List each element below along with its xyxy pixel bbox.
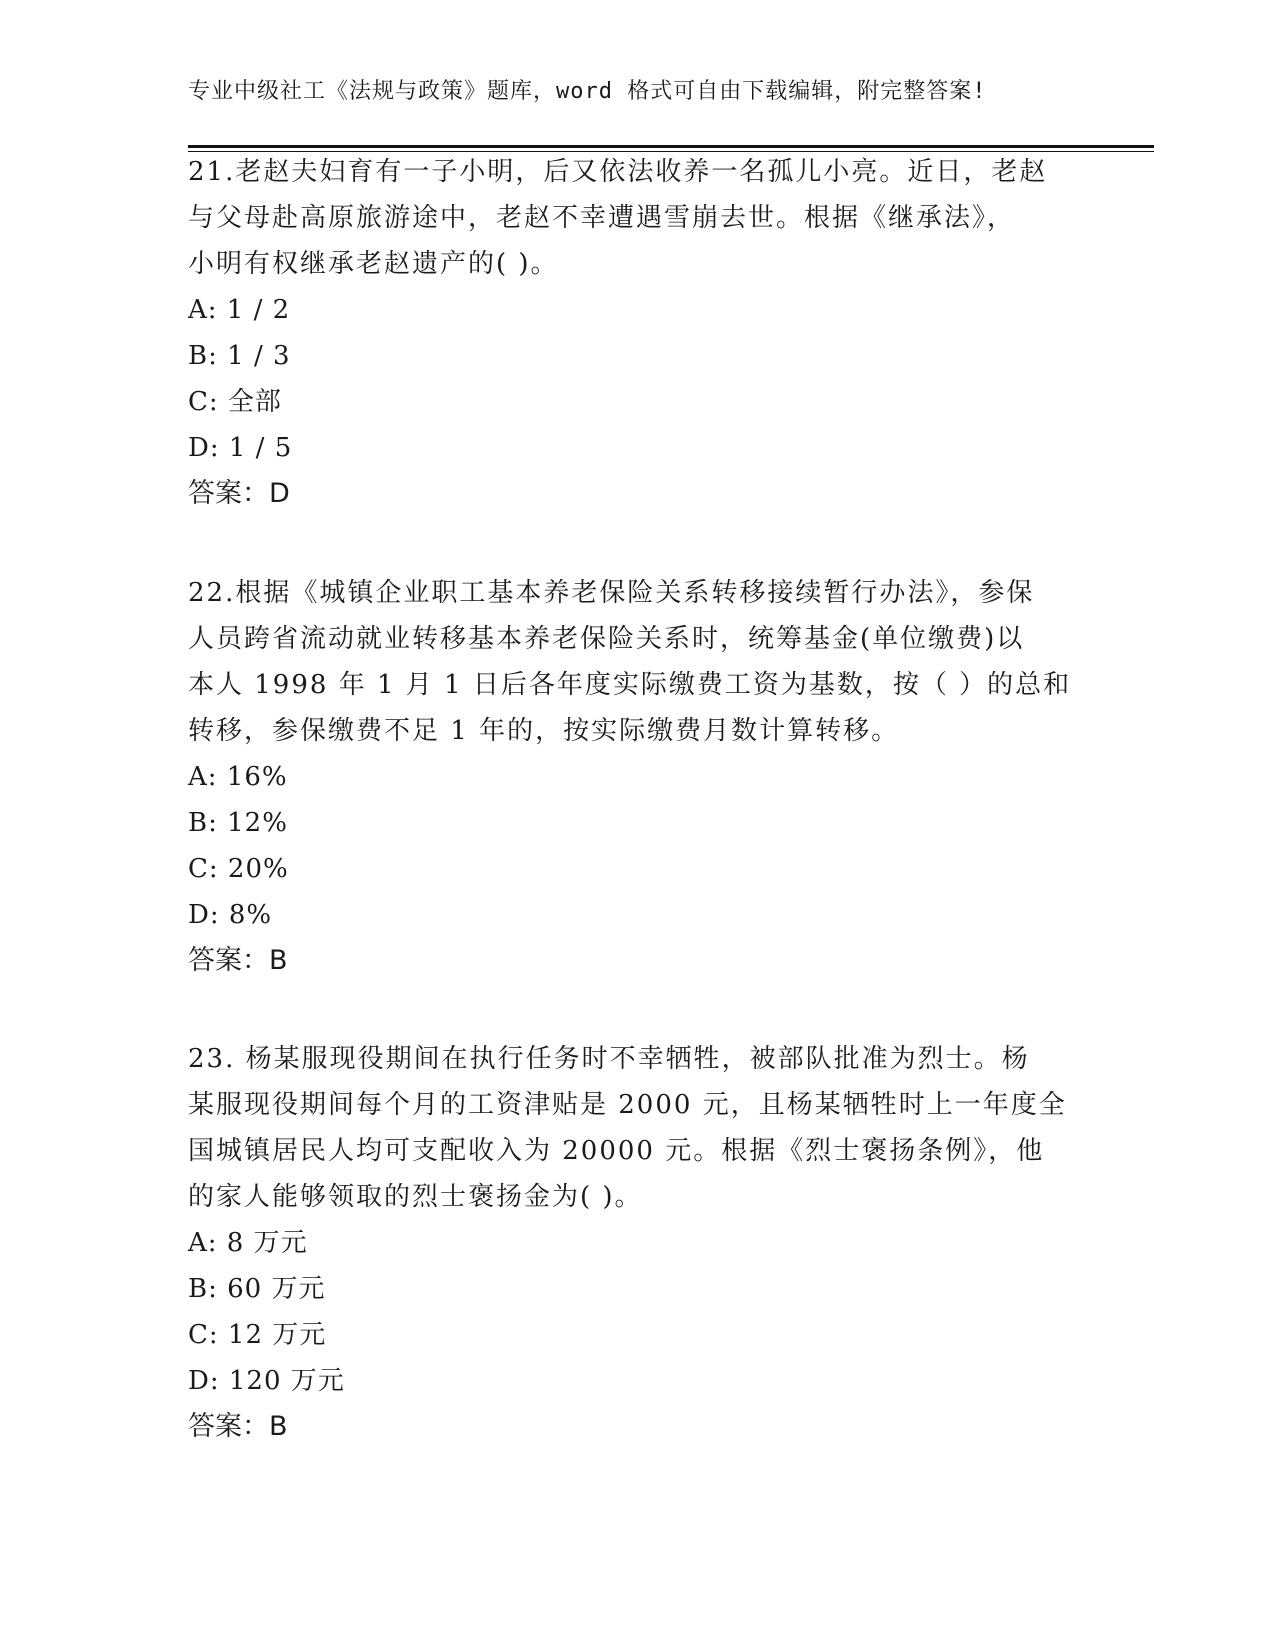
question-23 [188,1036,1088,1450]
answer: 答案：B [188,1411,288,1442]
option-a: A: 1 / 2 [188,295,291,325]
question-line: 21.老赵夫妇育有一子小明，后又依法收养一名孤儿小亮。近日，老赵 [188,157,1048,187]
question-line: 22.根据《城镇企业职工基本养老保险关系转移接续暂行办法》，参保 [188,578,1035,608]
answer: 答案：D [188,478,290,509]
page-header: 专业中级社工《法规与政策》题库，word 格式可自由下载编辑，附完整答案! [188,79,987,104]
option-a: A: 8 万元 [188,1228,308,1258]
option-d: D: 1 / 5 [188,433,293,463]
question-line: 与父母赴高原旅游途中，老赵不幸遭遇雪崩去世。根据《继承法》， [188,203,1016,233]
option-a: A: 16% [188,762,288,792]
option-c: C: 全部 [188,387,282,417]
answer: 答案：B [188,945,288,976]
option-d: D: 8% [188,900,273,930]
question-line: 小明有权继承老赵遗产的( )。 [188,249,559,279]
question-line: 本人 1998 年 1 月 1 日后各年度实际缴费工资为基数，按（ ）的总和 [188,670,1072,700]
question-22 [188,570,1088,984]
question-line: 的家人能够领取的烈士褒扬金为( )。 [188,1182,643,1212]
option-b: B: 12% [188,808,288,838]
question-line: 人员跨省流动就业转移基本养老保险关系时，统筹基金(单位缴费)以 [188,624,1025,654]
question-21 [188,149,1088,517]
question-line: 23. 杨某服现役期间在执行任务时不幸牺牲，被部队批准为烈士。杨 [188,1044,1030,1074]
question-line: 国城镇居民人均可支配收入为 20000 元。根据《烈士褒扬条例》，他 [188,1136,1045,1166]
option-c: C: 12 万元 [188,1320,327,1350]
option-c: C: 20% [188,854,289,884]
question-line: 转移，参保缴费不足 1 年的，按实际缴费月数计算转移。 [188,716,900,746]
option-d: D: 120 万元 [188,1366,345,1396]
option-b: B: 1 / 3 [188,341,291,371]
question-line: 某服现役期间每个月的工资津贴是 2000 元，且杨某牺牲时上一年度全 [188,1090,1067,1120]
option-b: B: 60 万元 [188,1274,326,1304]
header-rule-thick [188,145,1154,148]
